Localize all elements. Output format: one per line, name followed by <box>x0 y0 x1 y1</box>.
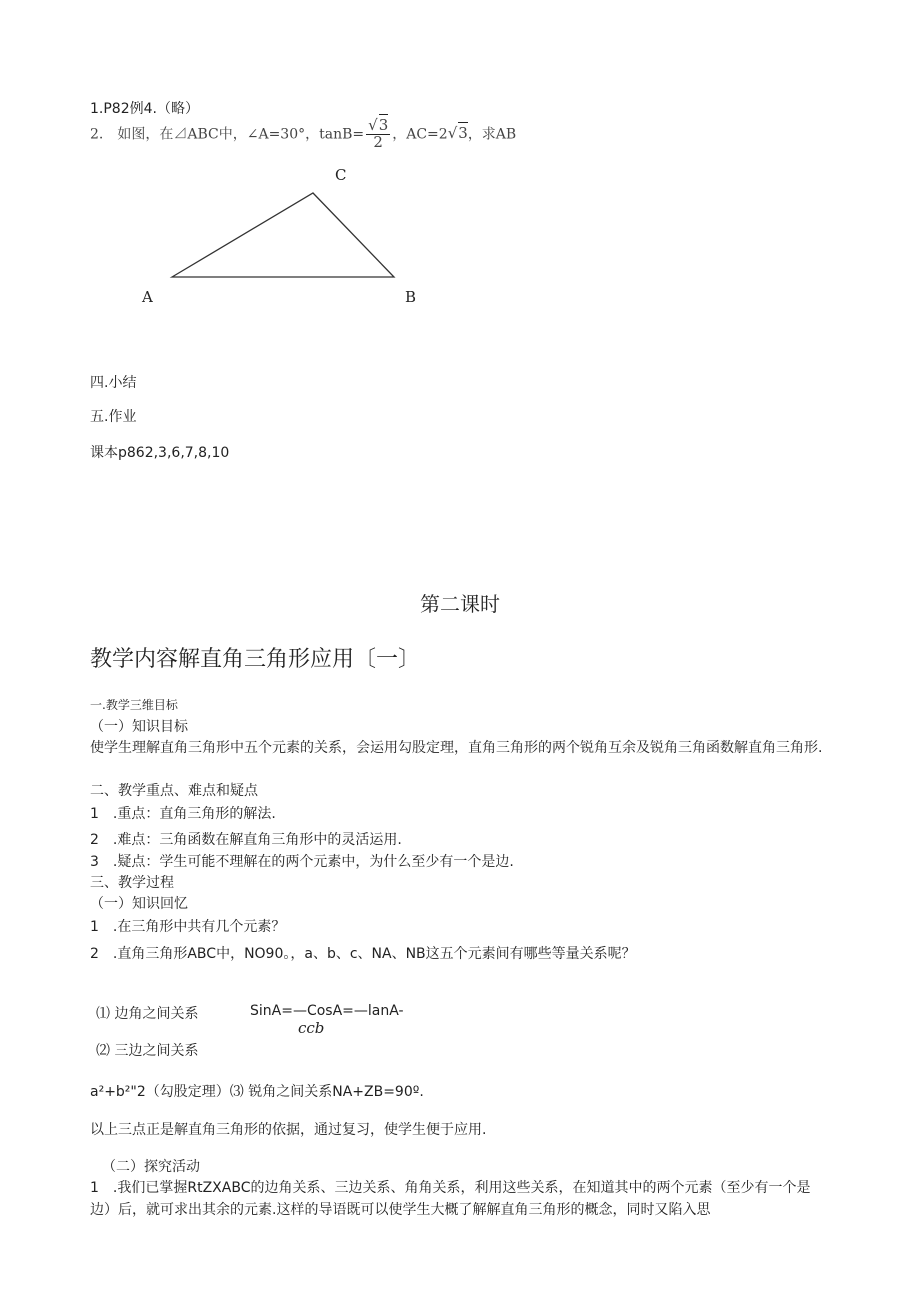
question-2: 2 .直角三角形ABC中，NO90。，a、b、c、NA、NB这五个元素间有哪些等量关系呢？ <box>90 946 636 962</box>
homework-heading: 五.作业 <box>90 409 137 425</box>
lesson-title: 第二课时 <box>420 592 500 616</box>
knowledge-goal-text: 使学生理解直角三角形中五个元素的关系，会运用勾股定理，直角三角形的两个锐角互余及锐角三角函数解直角三角形. <box>90 740 823 756</box>
basis-text: 以上三点正是解直角三角形的依据，通过复习，使学生便于应用. <box>90 1122 487 1138</box>
fraction-denominator: 2 <box>373 132 383 151</box>
tan-b-fraction: $\frac{√3}{2}$ <box>368 116 389 151</box>
relation-1-formula: SinA=—CosA=—lanA- <box>250 1003 404 1019</box>
goals-heading: 一.教学三维目标 <box>90 698 178 712</box>
relation-2-label: ⑵ 三边之间关系 <box>96 1043 199 1059</box>
problem-2: 2. 如图，在⊿ABC中，∠A=30°，tanB= $\frac{√3}{2}$ ，AC=2√3，求AB <box>90 116 517 151</box>
process-heading: 三、教学过程 <box>90 875 174 891</box>
explore-text: 1 .我们已掌握RtZXABC的边角关系、三边关系、角角关系，利用这些关系，在知道其中的两个元素（至少有一个是边）后，就可求出其余的元素.这样的导语既可以使学生大概了解解直角三角形的概念，同时又陷入思 <box>90 1180 811 1218</box>
fraction-radicand: 3 <box>378 116 389 134</box>
ac-radicand: 3 <box>458 124 468 143</box>
example-1-line: 1.P82例4.（略） <box>90 101 199 117</box>
key-point: 1 .重点：直角三角形的解法. <box>90 806 276 822</box>
triangle-figure <box>0 0 920 320</box>
problem-2-prefix: 2. 如图，在⊿ABC中，∠A=30°，tanB= <box>90 126 365 143</box>
relation-3-line: a²+b²"2（勾股定理）⑶ 锐角之间关系NA+ZB=90º. <box>90 1084 424 1100</box>
problem-2-mid: ，AC=2 <box>392 126 448 143</box>
knowledge-goal-heading: （一）知识目标 <box>90 719 188 735</box>
doubt: 3 .疑点：学生可能不理解在的两个元素中，为什么至少有一个是边. <box>90 854 514 870</box>
vertex-label-b: B <box>405 288 417 306</box>
problem-2-suffix: ，求AB <box>467 126 517 143</box>
review-heading: （一）知识回忆 <box>90 896 188 912</box>
question-1: 1 .在三角形中共有几个元素？ <box>90 919 286 935</box>
vertex-label-c: C <box>335 166 347 184</box>
homework-detail: 课本p862,3,6,7,8,10 <box>90 445 230 461</box>
triangle-abc <box>172 193 394 277</box>
explore-heading: （二）探究活动 <box>102 1159 200 1175</box>
vertex-label-a: A <box>142 288 153 306</box>
relation-1-subscript: ccb <box>298 1019 325 1037</box>
key-points-heading: 二、教学重点、难点和疑点 <box>90 783 258 799</box>
difficulty: 2 .难点：三角函数在解直角三角形中的灵活运用. <box>90 832 402 848</box>
summary-heading: 四.小结 <box>90 375 137 391</box>
relation-1-label: ⑴ 边角之间关系 <box>96 1006 199 1022</box>
content-title: 教学内容解直角三角形应用〔一〕 <box>90 647 421 672</box>
